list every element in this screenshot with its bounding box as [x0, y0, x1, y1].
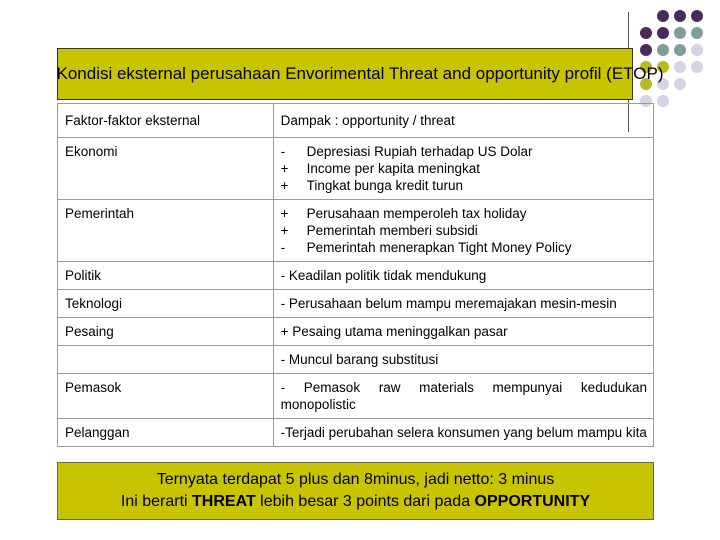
- decorative-dot: [657, 44, 669, 56]
- impact-cell: - Pemasok raw materials mempunyai kedudukan monopolistic: [273, 374, 653, 419]
- factor-cell: [58, 346, 274, 374]
- impact-cell: - Muncul barang substitusi: [273, 346, 653, 374]
- summary-line-2: [57, 492, 654, 512]
- impact-sign: +: [280, 161, 289, 176]
- summary-line-1: Ternyata terdapat 5 plus dan 8minus, jadi netto: 3 minus: [156, 471, 555, 488]
- impact-sign: -: [280, 240, 286, 255]
- impact-sign: +: [280, 206, 289, 221]
- decorative-dot: [691, 10, 703, 22]
- page-title: Kondisi eksternal perusahaan Envorimental Threat and opportunity profil (ETOP): [56, 64, 664, 83]
- impact-cell: - Perusahaan belum mampu meremajakan mesin-mesin: [273, 290, 653, 318]
- table-row: [58, 318, 654, 346]
- decorative-dot: [640, 27, 652, 39]
- factor-cell: Ekonomi: [58, 138, 274, 200]
- header-factor: Faktor-faktor eksternal: [58, 104, 274, 138]
- decorative-dot: [657, 27, 669, 39]
- impact-cell: [273, 138, 653, 200]
- summary-threat: THREAT: [192, 493, 256, 510]
- impact-text: Pemerintah menerapkan Tight Money Policy: [306, 240, 572, 255]
- impact-text: Pemerintah memberi subsidi: [306, 223, 478, 238]
- impact-cell: - Keadilan politik tidak mendukung: [273, 262, 653, 290]
- impact-sign: +: [280, 223, 289, 238]
- impact-cell: [273, 200, 653, 262]
- table-row: [58, 346, 654, 374]
- table-header-row: [58, 104, 654, 138]
- impact-item: [281, 222, 647, 239]
- factor-cell: Pemerintah: [58, 200, 274, 262]
- decorative-dot: [674, 27, 686, 39]
- table-row: [58, 138, 654, 200]
- impact-cell: -Terjadi perubahan selera konsumen yang belum mampu kita: [273, 419, 653, 447]
- factor-cell: Pelanggan: [58, 419, 274, 447]
- decorative-dot: [657, 10, 669, 22]
- impact-text: Depresiasi Rupiah terhadap US Dolar: [306, 144, 533, 159]
- factor-cell: Politik: [58, 262, 274, 290]
- impact-item: [281, 160, 647, 177]
- table-row: [58, 419, 654, 447]
- impact-sign: +: [280, 178, 289, 193]
- decorative-dot: [657, 95, 669, 107]
- factor-cell: Teknologi: [58, 290, 274, 318]
- table-row: [58, 262, 654, 290]
- factor-cell: Pesaing: [58, 318, 274, 346]
- factors-table: [57, 103, 654, 447]
- table-row: [58, 290, 654, 318]
- decorative-dot: [674, 10, 686, 22]
- impact-cell: + Pesaing utama meninggalkan pasar: [273, 318, 653, 346]
- decorative-dot: [674, 44, 686, 56]
- decorative-dot: [691, 27, 703, 39]
- impact-item: [281, 239, 647, 256]
- header-impact: Dampak : opportunity / threat: [273, 104, 653, 138]
- decorative-dot: [640, 44, 652, 56]
- table-row: [58, 200, 654, 262]
- impact-item: [281, 143, 647, 160]
- summary-opportunity: OPPORTUNITY: [474, 493, 591, 510]
- impact-sign: -: [280, 144, 286, 159]
- summary-text: Ini berarti: [120, 493, 193, 510]
- factor-cell: Pemasok: [58, 374, 274, 419]
- impact-text: Tingkat bunga kredit turun: [306, 178, 464, 193]
- impact-item: [281, 205, 647, 222]
- table-row: [58, 374, 654, 419]
- impact-item: [281, 177, 647, 194]
- impact-text: Income per kapita meningkat: [306, 161, 481, 176]
- impact-text: Perusahaan memperoleh tax holiday: [306, 206, 527, 221]
- summary-text: lebih besar 3 points dari pada: [255, 493, 475, 510]
- decorative-dot: [691, 44, 703, 56]
